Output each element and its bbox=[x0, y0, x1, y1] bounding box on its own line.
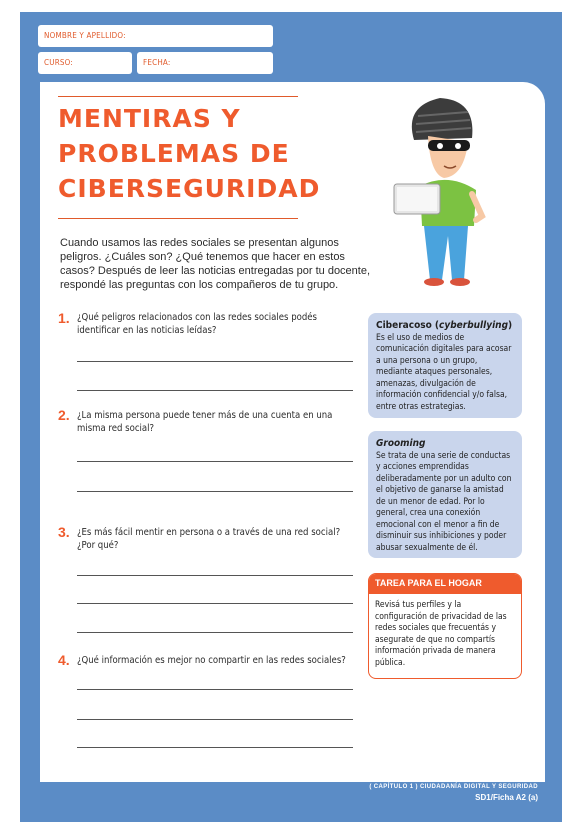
intro-paragraph: Cuando usamos las redes sociales se presentan algunos peligros. ¿Cuáles son? ¿Qué tenemos que hacer en estos casos? Después de leer las noticias entregadas por tu docente, respondé las preguntas con los compañeros de tu grupo. bbox=[60, 237, 371, 291]
question-4-number: 4. bbox=[58, 652, 70, 668]
question-2-text: ¿La misma persona puede tener más de una cuenta en una misma red social? bbox=[77, 410, 333, 434]
footer-code: SD1/Ficha A2 (a) bbox=[475, 793, 538, 802]
date-label: FECHA: bbox=[143, 58, 171, 67]
homework-box bbox=[368, 573, 522, 679]
answer-line[interactable] bbox=[77, 747, 353, 748]
answer-line[interactable] bbox=[77, 361, 353, 362]
question-4-text: ¿Qué información es mejor no compartir en las redes sociales? bbox=[77, 655, 346, 666]
title-rule-bottom bbox=[58, 218, 298, 219]
ciberacoso-definition-box bbox=[368, 313, 522, 418]
ciberacoso-title: Ciberacoso (cyberbullying) bbox=[376, 320, 513, 331]
question-2-number: 2. bbox=[58, 407, 70, 423]
course-label: CURSO: bbox=[44, 58, 74, 67]
grooming-title: Grooming bbox=[376, 438, 426, 449]
hacker-illustration bbox=[384, 86, 494, 286]
grooming-text: Se trata de una serie de conductas y acciones emprendidas deliberadamente por un adulto con el objetivo de ganarse la amistad de un menor de edad. Por lo general, crea una conexión emocional con el menor a fin de disminuir sus inhibiciones y poder abusar sexualmente de él. bbox=[376, 450, 512, 553]
answer-line[interactable] bbox=[77, 689, 353, 690]
answer-line[interactable] bbox=[77, 491, 353, 492]
question-3-number: 3. bbox=[58, 524, 70, 540]
name-field[interactable] bbox=[38, 25, 273, 47]
question-1-text: ¿Qué peligros relacionados con las redes sociales podés identificar en las noticias leídas? bbox=[77, 312, 318, 336]
answer-line[interactable] bbox=[77, 632, 353, 633]
answer-line[interactable] bbox=[77, 461, 353, 462]
page-title: MENTIRAS Y PROBLEMAS DE CIBERSEGURIDAD bbox=[58, 104, 321, 203]
homework-text: Revisá tus perfiles y la configuración de privacidad de las redes sociales que frecuentás y asegurate de que no compartís información privada de manera pública. bbox=[375, 600, 507, 668]
question-1-number: 1. bbox=[58, 310, 70, 326]
title-rule-top bbox=[58, 96, 298, 97]
grooming-definition-box bbox=[368, 431, 522, 558]
answer-line[interactable] bbox=[77, 603, 353, 604]
course-field[interactable] bbox=[38, 52, 132, 74]
answer-line[interactable] bbox=[77, 719, 353, 720]
homework-title: TAREA PARA EL HOGAR bbox=[369, 574, 521, 594]
name-label: NOMBRE Y APELLIDO: bbox=[44, 31, 126, 40]
answer-line[interactable] bbox=[77, 390, 353, 391]
question-3-text: ¿Es más fácil mentir en persona o a través de una red social? ¿Por qué? bbox=[77, 527, 341, 551]
answer-line[interactable] bbox=[77, 575, 353, 576]
date-field[interactable] bbox=[137, 52, 273, 74]
footer-chapter: ( CAPÍTULO 1 ) CIUDADANÍA DIGITAL Y SEGURIDAD bbox=[369, 784, 538, 790]
ciberacoso-text: Es el uso de medios de comunicación digitales para acosar a una persona o un grupo, mediante ataques personales, amenazas, divulgación de información confidencial y/o falsa, entre otras estrategias. bbox=[376, 332, 512, 412]
